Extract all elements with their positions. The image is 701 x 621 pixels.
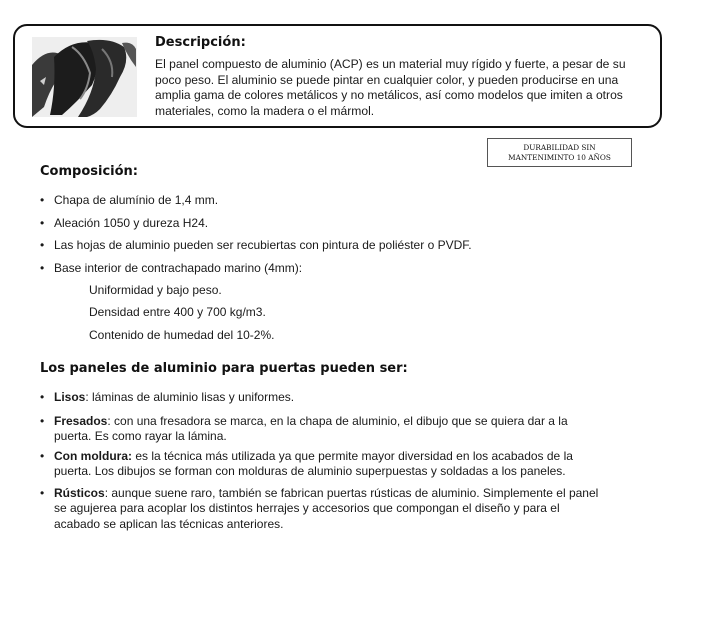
description-text: El panel compuesto de aluminio (ACP) es un material muy rígido y fuerte, a pesar de su poco peso. El aluminio se puede pintar en cualquier color, y pueden producirse en una amplia gama de colores metálicos y no metálicos, así como modelos que imiten a otros materiales, como la madera o el mármol. [155,57,626,118]
list-item: • Base interior de contrachapado marino (4mm): [40,261,303,275]
list-item [40,390,599,405]
bullet-icon: • [40,390,45,404]
panel-type-term: Fresados [54,414,108,428]
durability-badge-line1: DURABILIDAD SIN [523,143,596,152]
durability-badge-line2: MANTENIMINTO 10 AÑOS [508,152,611,162]
panel-type-term: Rústicos [54,486,105,500]
aluminum-sculpture-illustration [32,37,137,117]
bullet-icon: • [40,216,45,230]
sub-item: Uniformidad y bajo peso. [89,283,222,297]
bullet-icon: • [40,414,45,428]
sub-item: Contenido de humedad del 10-2%. [89,328,275,342]
composition-heading: Composición: [40,164,138,179]
list-item [40,414,599,445]
description-box [13,24,662,128]
panel-type-text: : con una fresadora se marca, en la chapa de aluminio, el dibujo que se quiera dar a la puerta. Es como rayar la lámina. [54,414,568,444]
list-item [40,486,599,532]
panels-heading: Los paneles de aluminio para puertas pueden ser: [40,361,408,376]
description-title: Descripción: [155,35,246,50]
panel-type-text: : aunque suene raro, también se fabrican puertas rústicas de aluminio. Simplemente el panel se agujerea para acoplar los distintos herrajes y accesorios que compongan el diseño y para el acabado se aplican las técnicas anteriores. [54,486,599,531]
panel-type-term: Lisos [54,390,86,404]
list-item: • Aleación 1050 y dureza H24. [40,216,209,230]
list-item [40,449,599,480]
list-item: • Chapa de alumínio de 1,4 mm. [40,193,219,207]
panel-type-term: Con moldura: [54,449,132,463]
aluminum-sculpture-image [32,37,137,117]
list-item: • Las hojas de aluminio pueden ser recubiertas con pintura de poliéster o PVDF. [40,238,472,252]
sub-item: Densidad entre 400 y 700 kg/m3. [89,305,266,319]
bullet-icon: • [40,449,45,463]
bullet-icon: • [40,261,45,275]
bullet-icon: • [40,238,45,252]
panel-type-text: : láminas de aluminio lisas y uniformes. [85,390,295,404]
bullet-icon: • [40,193,45,207]
panel-type-text: es la técnica más utilizada ya que permite mayor diversidad en los acabados de la puerta. Los dibujos se forman con molduras de aluminio superpuestas y soldadas a los paneles. [54,449,573,479]
bullet-icon: • [40,486,45,500]
durability-badge [487,138,632,167]
